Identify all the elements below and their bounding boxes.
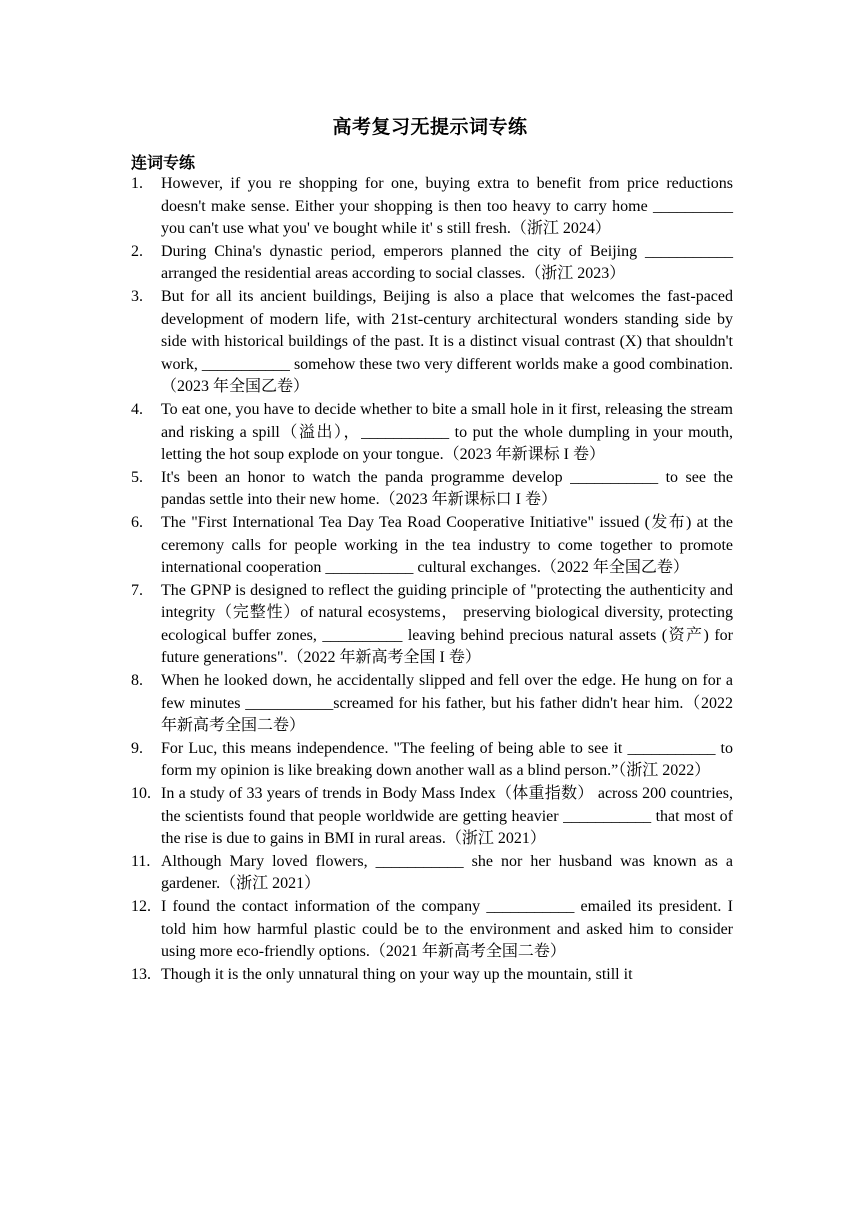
question-text: I found the contact information of the company ___________ emailed its president. I told him how harmful plastic could be to the environment and asked him to consider using more eco-friendly options.（2021 年新高考全国二卷） (161, 898, 733, 961)
question-item (131, 512, 733, 580)
question-text: During China's dynastic period, emperors planned the city of Beijing ___________ arranged the residential areas according to social classes.（浙江 2023） (161, 242, 733, 283)
question-number: 3. (131, 287, 143, 305)
question-text: For Luc, this means independence. "The feeling of being able to see it ___________ to form my opinion is like breaking down another wall as a blind person.”（浙江 2022） (161, 739, 733, 780)
question-item (131, 783, 733, 851)
question-text: To eat one, you have to decide whether to bite a small hole in it first, releasing the stream and risking a spill（溢出），___________ to put the whole dumpling in your mouth, letting the hot soup explode on your tongue.（2023 年新课标 I 卷） (161, 400, 733, 464)
question-text: It's been an honor to watch the panda programme develop ___________ to see the pandas settle into their new home.（2023 年新课标口 I 卷） (161, 468, 733, 509)
question-text: The GPNP is designed to reflect the guiding principle of "protecting the authenticity and integrity（完整性）of natural ecosystems， preserving biological diversity, protecting ecological buffer zones, __________ leaving behind precious natural assets (资产) for future generations".（2022 年新高考全国 I 卷） (161, 581, 733, 667)
question-item (131, 286, 733, 399)
question-number: 11. (131, 852, 151, 870)
question-item (131, 896, 733, 964)
question-item (131, 399, 733, 467)
question-number: 6. (131, 513, 143, 531)
question-number: 12. (131, 898, 151, 915)
question-text: However, if you re shopping for one, buying extra to benefit from price reductions doesn't make sense. Either your shopping is then too heavy to carry home __________ you can't use what you' ve bought while it' s still fresh.（浙江 2024） (161, 175, 733, 238)
question-text: But for all its ancient buildings, Beijing is also a place that welcomes the fast-paced development of modern life, with 21st-century architectural wonders standing side by side with historical buildings of the past. It is a distinct visual contrast (X) that shouldn't work, ___________ somehow these two very different worlds make a good combination.（2023 年全国乙卷） (161, 287, 733, 396)
question-item (131, 964, 733, 987)
question-number: 1. (131, 175, 143, 192)
section-heading: 连词专练 (131, 153, 196, 172)
question-list (131, 173, 733, 986)
question-item (131, 851, 733, 896)
page-title: 高考复习无提示词专练 (332, 116, 528, 138)
question-text: Although Mary loved flowers, ___________ she nor her husband was known as a gardener.（浙江 2021） (161, 852, 733, 893)
question-text: The "First International Tea Day Tea Road Cooperative Initiative" issued (发布) at the ceremony calls for people working in the tea industry to come together to promote international cooperation ___________ cultural exchanges.（2022 年全国乙卷） (161, 513, 733, 577)
question-item (131, 173, 733, 241)
question-number: 4. (131, 400, 143, 418)
question-text: In a study of 33 years of trends in Body Mass Index（体重指数） across 200 countries, the scientists found that people worldwide are getting heavier ___________ that most of the rise is due to gains in BMI in rural areas.（浙江 2021） (161, 785, 733, 848)
question-number: 13. (131, 965, 151, 983)
question-number: 5. (131, 468, 143, 486)
question-number: 8. (131, 672, 143, 690)
question-text: Though it is the only unnatural thing on your way up the mountain, still it (161, 965, 633, 983)
question-number: 9. (131, 739, 143, 757)
question-text: When he looked down, he accidentally slipped and fell over the edge. He hung on for a few minutes ___________screamed for his father, but his father didn't hear him.（2022 年新高考全国二卷） (161, 672, 733, 735)
question-item (131, 738, 733, 783)
question-number: 7. (131, 581, 143, 599)
question-item (131, 467, 733, 512)
question-number: 10. (131, 785, 151, 803)
question-item (131, 241, 733, 286)
question-number: 2. (131, 242, 143, 260)
question-item (131, 580, 733, 670)
question-item (131, 670, 733, 738)
